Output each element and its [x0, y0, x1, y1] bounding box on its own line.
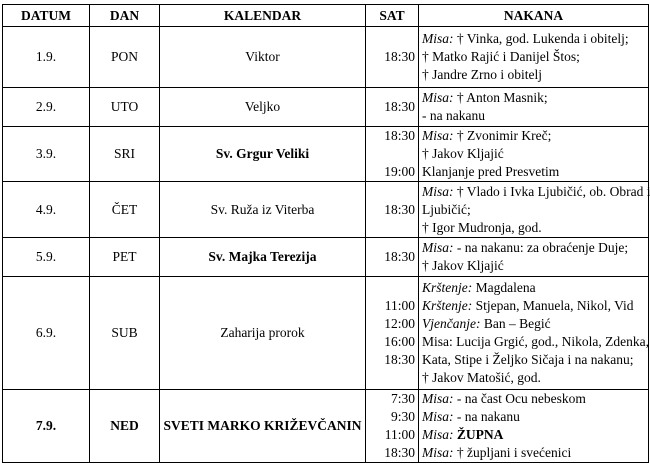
intention-cell: [419, 277, 649, 390]
intention-line: [422, 408, 645, 426]
intention-cell: [419, 27, 649, 88]
mass-time: 18:30: [384, 49, 415, 64]
intention-text: † Jakov Kljajić: [422, 146, 504, 161]
intention-label: Misa:: [422, 409, 454, 424]
intention-label: Misa:: [422, 391, 454, 406]
header-datum: DATUM: [3, 5, 90, 27]
intention-line: [422, 369, 645, 387]
intention-line: [422, 163, 645, 181]
intention-label: Misa:: [422, 240, 454, 255]
intention-line: [422, 351, 645, 369]
intention-text: Ljubičić;: [422, 201, 471, 217]
mass-time: 18:30: [384, 99, 415, 114]
header-row: [3, 5, 649, 27]
mass-time: [369, 145, 415, 163]
calendar-cell: Sv. Grgur Veliki: [160, 127, 366, 182]
day-cell: ČET: [90, 182, 160, 238]
intention-label: Vjenčanje:: [422, 316, 481, 331]
intention-line: [422, 89, 645, 107]
mass-time: 11:00: [384, 298, 415, 313]
table-row: [3, 27, 649, 88]
intention-line: [422, 48, 645, 66]
mass-schedule-table: [2, 4, 649, 463]
intention-text: Stjepan, Manuela, Nikol, Vid: [472, 298, 634, 313]
intention-text: † Jandre Zrno i obitelj: [422, 67, 542, 82]
intention-label: Misa:: [422, 31, 454, 46]
table-row: [3, 88, 649, 127]
time-cell: [366, 390, 419, 463]
intention-line: [422, 183, 650, 201]
calendar-cell: SVETI MARKO KRIŽEVČANIN: [160, 390, 366, 463]
mass-time: 18:30: [384, 445, 415, 460]
date-cell: 4.9.: [3, 182, 90, 238]
date-cell: 5.9.: [3, 238, 90, 277]
intention-label: Misa:: [422, 427, 454, 442]
mass-time: 18:30: [384, 201, 415, 217]
time-cell: [366, 127, 419, 182]
mass-time: 9:30: [390, 409, 415, 424]
intention-line: [422, 257, 645, 275]
date-cell: 1.9.: [3, 27, 90, 88]
intention-label: Misa:: [422, 445, 454, 460]
intention-text: † Igor Mudronja, god.: [422, 219, 542, 235]
time-cell: [366, 182, 419, 238]
intention-cell: [419, 238, 649, 277]
time-cell: [366, 27, 419, 88]
intention-line: [422, 315, 645, 333]
intention-line: [422, 239, 645, 257]
time-cell: [366, 88, 419, 127]
intention-text: † Zvonimir Kreč;: [453, 128, 552, 143]
intention-text: Misa: Lucija Grgić, god., Nikola, Zdenka,: [422, 334, 649, 349]
day-cell: SRI: [90, 127, 160, 182]
intention-text: Magdalena: [472, 280, 536, 295]
date-cell: 7.9.: [3, 390, 90, 463]
intention-text: † Vinka, god. Lukenda i obitelj;: [453, 31, 629, 46]
time-cell: [366, 238, 419, 277]
header-sat: SAT: [366, 5, 419, 27]
table-row: [3, 182, 649, 238]
header-kalendar: KALENDAR: [160, 5, 366, 27]
table-row: [3, 238, 649, 277]
mass-time: 12:00: [384, 316, 415, 331]
date-cell: 3.9.: [3, 127, 90, 182]
intention-text: - na nakanu: za obraćenje Duje;: [453, 240, 629, 255]
intention-line: [422, 127, 645, 145]
intention-label: Misa:: [422, 128, 454, 143]
time-cell: [366, 277, 419, 390]
intention-text: Kata, Stipe i Željko Sičaja i na nakanu;: [422, 352, 634, 367]
intention-text: † Jakov Matošić, god.: [422, 370, 541, 385]
intention-line: [422, 333, 649, 351]
intention-line: [422, 426, 645, 444]
table-row: [3, 127, 649, 182]
intention-line: [422, 201, 645, 219]
intention-line: [422, 145, 645, 163]
intention-text: † Anton Masnik;: [453, 90, 548, 105]
intention-cell: [419, 182, 649, 238]
day-cell: PON: [90, 27, 160, 88]
day-cell: NED: [90, 390, 160, 463]
intention-line: [422, 279, 645, 297]
intention-line: [422, 30, 645, 48]
date-cell: 6.9.: [3, 277, 90, 390]
intention-line: [422, 444, 645, 462]
mass-time: 18:30: [384, 249, 415, 264]
intention-text: † župljani i svećenici: [453, 445, 572, 460]
intention-text: - na nakanu: [453, 409, 520, 424]
mass-time: 7:30: [390, 391, 415, 406]
intention-text: Ban – Begić: [480, 316, 551, 331]
calendar-cell: Viktor: [160, 27, 366, 88]
intention-line: [422, 107, 645, 125]
day-cell: SUB: [90, 277, 160, 390]
intention-label: Krštenje:: [422, 298, 473, 313]
intention-line: [422, 297, 645, 315]
mass-time: 18:30: [384, 352, 415, 367]
header-nakana: NAKANA: [419, 5, 649, 27]
mass-time: 11:00: [384, 427, 415, 442]
intention-text: † Jakov Kljajić: [422, 258, 504, 273]
intention-label: Misa:: [422, 90, 454, 105]
intention-text: - na čast Ocu nebeskom: [453, 391, 586, 406]
calendar-cell: Sv. Ruža iz Viterba: [160, 182, 366, 238]
mass-time: 16:00: [384, 334, 415, 349]
intention-text: - na nakanu: [422, 108, 485, 123]
intention-label: Misa:: [422, 183, 454, 199]
table-row: [3, 390, 649, 463]
day-cell: UTO: [90, 88, 160, 127]
date-cell: 2.9.: [3, 88, 90, 127]
header-dan: DAN: [90, 5, 160, 27]
intention-cell: [419, 390, 649, 463]
intention-text: † Matko Rajić i Danijel Štos;: [422, 49, 580, 64]
intention-text: Klanjanje pred Presvetim: [422, 164, 560, 179]
mass-time: 18:30: [384, 128, 415, 143]
calendar-cell: Zaharija prorok: [160, 277, 366, 390]
intention-cell: [419, 88, 649, 127]
calendar-cell: Veljko: [160, 88, 366, 127]
intention-text: † Vlado i Ivka Ljubičić, ob. Obrad i: [453, 183, 650, 199]
intention-line: [422, 66, 645, 84]
intention-cell: [419, 127, 649, 182]
intention-text: ŽUPNA: [453, 427, 504, 442]
day-cell: PET: [90, 238, 160, 277]
intention-label: Krštenje:: [422, 280, 473, 295]
mass-time: 19:00: [384, 164, 415, 179]
calendar-cell: Sv. Majka Terezija: [160, 238, 366, 277]
intention-line: [422, 390, 645, 408]
intention-line: [422, 219, 645, 237]
table-row: [3, 277, 649, 390]
